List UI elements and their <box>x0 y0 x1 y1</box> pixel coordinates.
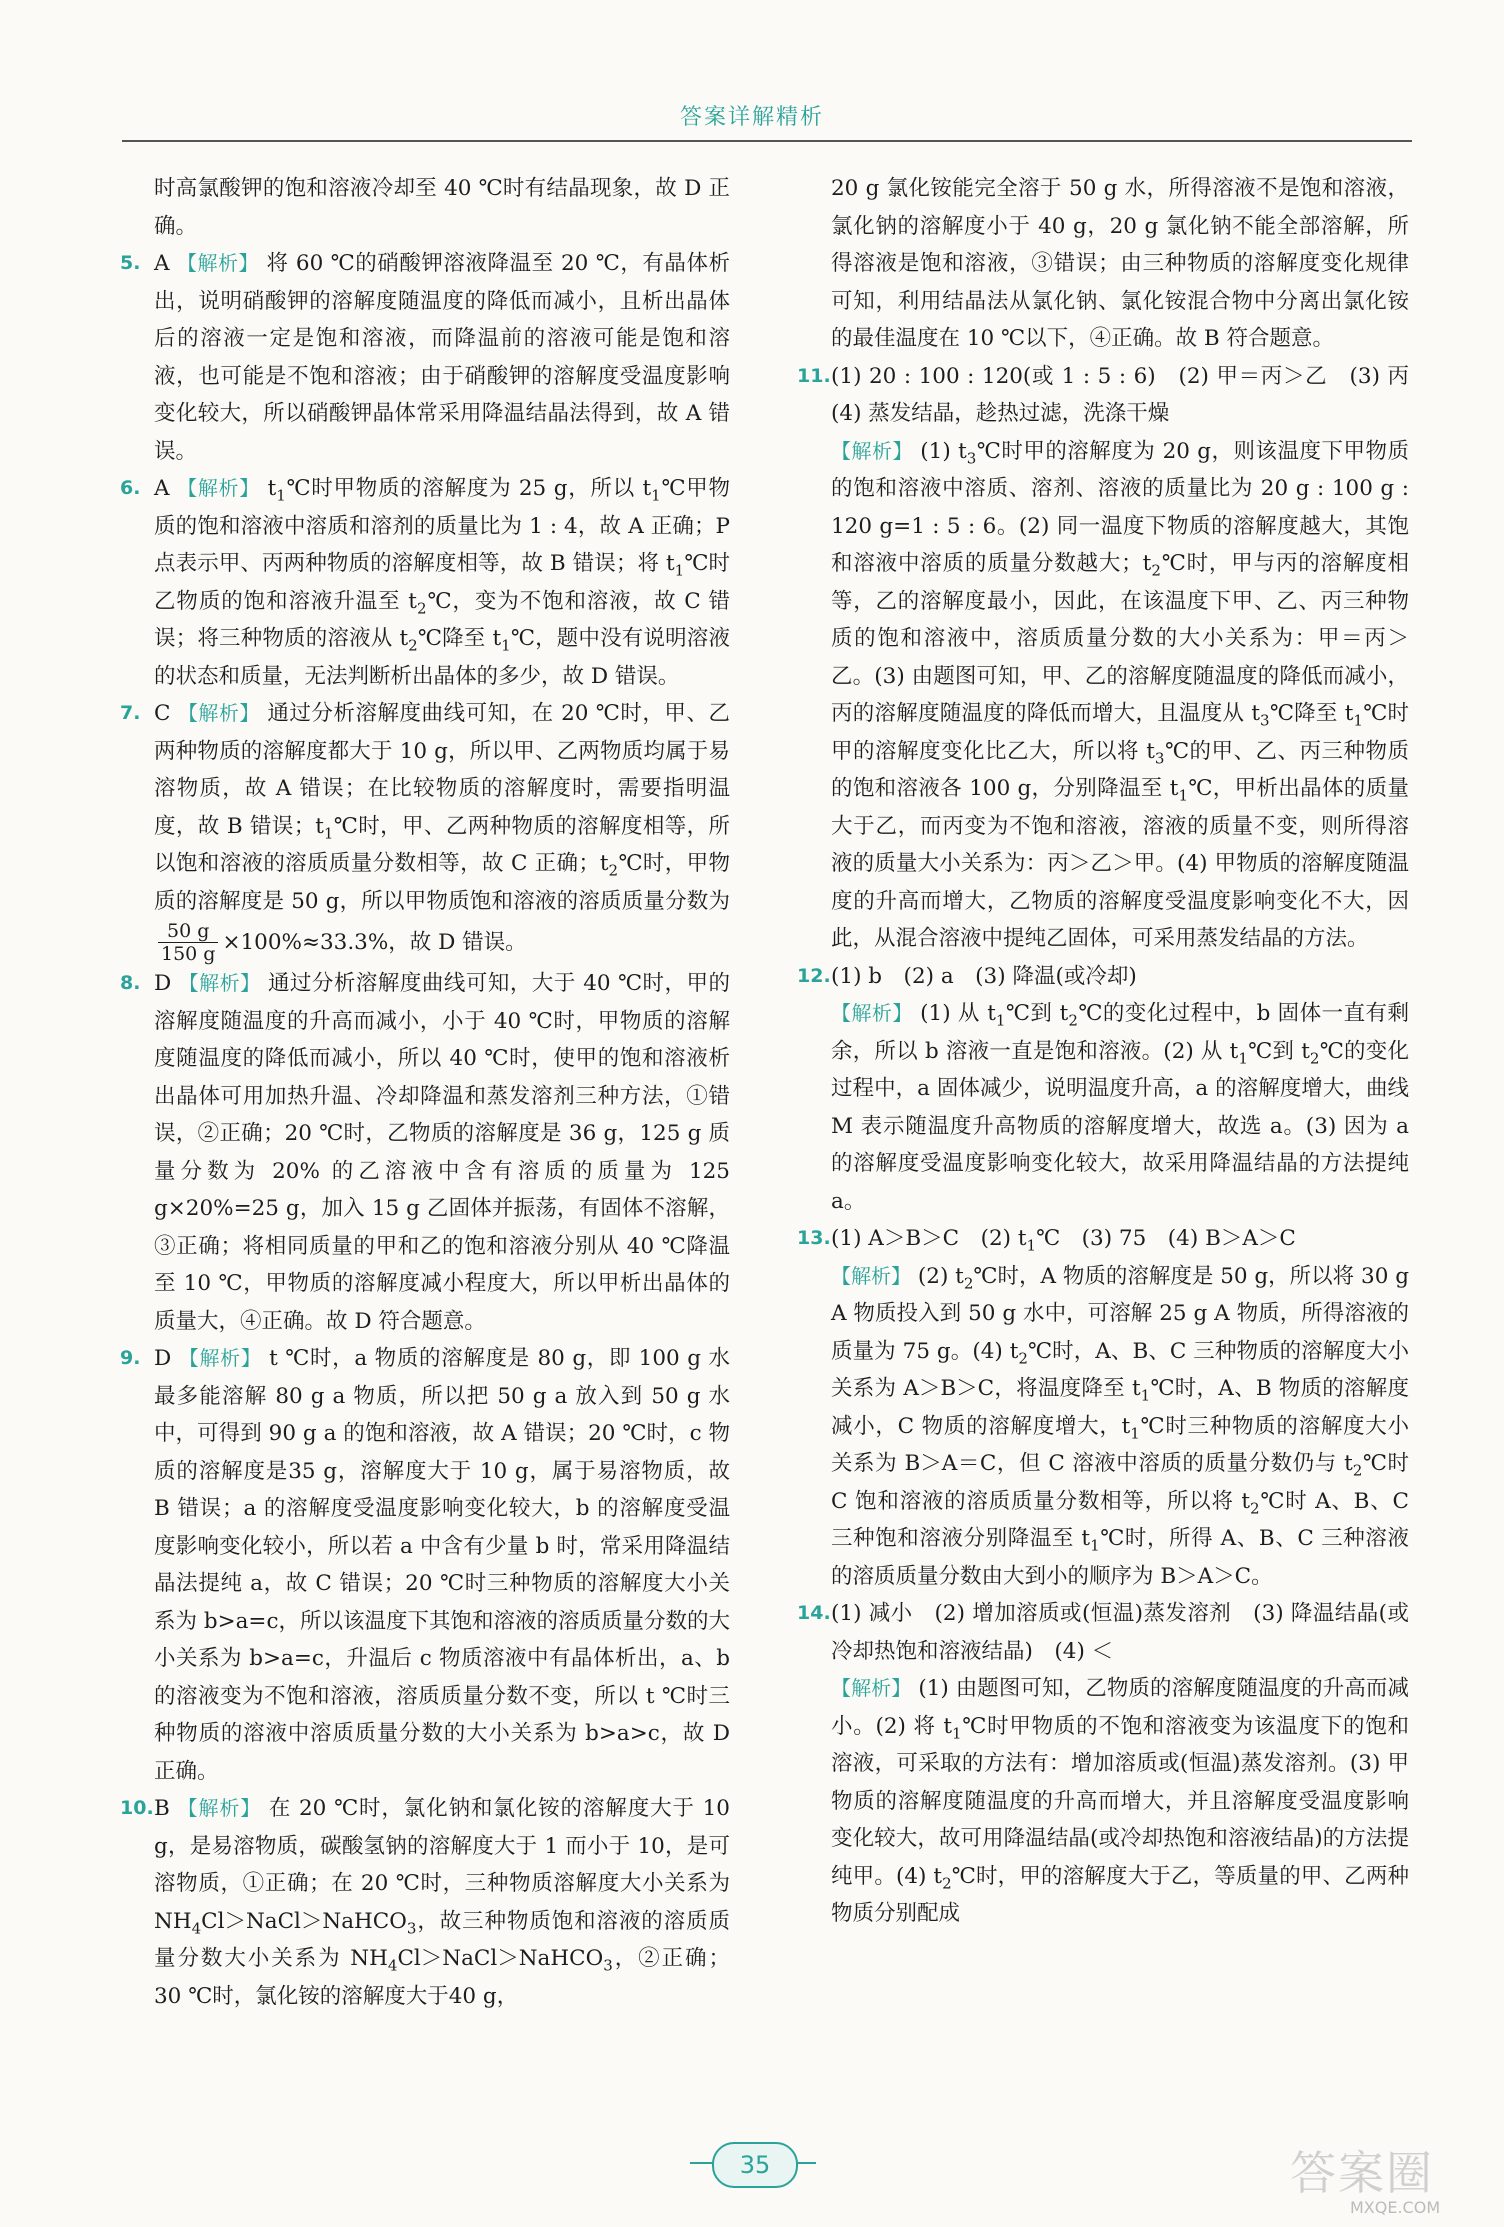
answer-item-14 <box>797 1595 1409 1933</box>
analysis-text: (1) 由题图可知，乙物质的溶解度随温度的升高而减小。(2) 将 $t_1℃$时甲物质的不饱和溶液变为该温度下的饱和溶液，可采取的方法有：增加溶质或(恒温)蒸发溶剂。(3) 甲物质的溶解度随温度的升高而增大，并且溶解度受温度影响变化较大，故可用降温结晶(或冷却热饱和溶液结晶)的方法提纯甲。(4) $t_2℃$时，甲的溶解度大于乙，等质量的甲、乙两种物质分别配成 <box>831 1676 1410 1926</box>
answer-text: (1) 20 : 100 : 120(或 1 : 5 : 6) (2) 甲＝丙＞乙 (3) 丙 (4) 蒸发结晶，趁热过滤，洗涤干燥 <box>831 363 1431 426</box>
header-divider <box>122 140 1412 142</box>
analysis-text: 在 20 ℃时，氯化钠和氯化铵的溶解度大于 10 g，是易溶物质，碳酸氢钠的溶解度大于 1 而小于 10，是可溶物质，①正确；在 20 ℃时，三种物质溶解度大小关系为 $NH_4Cl>NaCl>NaHCO_3$，故三种物质饱和溶液的溶质质量分数大小关系为 $NH_4Cl>NaCl>NaHCO_3$，②正确；30 ℃时，氯化铵的溶解度大于40 g， <box>154 1796 730 2009</box>
item-number: 13. <box>797 1227 831 1249</box>
item-number: 5. <box>120 252 141 274</box>
analysis-tag: 【解析】 <box>831 438 913 463</box>
item-number: 11. <box>797 364 831 387</box>
watermark-url: MXQE.COM <box>1350 2198 1441 2217</box>
item-number: 10. <box>120 1797 154 1819</box>
analysis-tag: 【解析】 <box>831 1676 912 1700</box>
left-column <box>120 170 730 2015</box>
watermark-logo-icon: 答案圈 <box>1290 2146 1434 2200</box>
item-number: 8. <box>120 972 141 994</box>
watermark <box>1290 2146 1490 2220</box>
answer-text: (1) A＞B＞C (2) $t_1℃$ (3) 75 (4) B＞A＞C <box>831 1226 1296 1255</box>
analysis-tag: 【解析】 <box>177 476 260 500</box>
answer-letter: C <box>154 701 171 726</box>
analysis-tag: 【解析】 <box>178 1346 262 1370</box>
item-number: 6. <box>120 477 141 499</box>
answer-item-13 <box>797 1220 1409 1595</box>
analysis-tag: 【解析】 <box>831 1001 913 1025</box>
item-number: 9. <box>120 1347 141 1369</box>
item-number: 12. <box>797 964 831 987</box>
answer-item-7 <box>120 695 730 965</box>
answer-letter: D <box>154 1346 172 1371</box>
answer-letter: A <box>154 251 170 276</box>
answer-item-5 <box>120 245 730 470</box>
answer-item-8 <box>120 965 730 1340</box>
analysis-text: $t_1℃$时甲物质的溶解度为 25 g，所以 $t_1℃$甲物质的饱和溶液中溶质和溶剂的质量比为 1 : 4，故 A 正确；P 点表示甲、丙两种物质的溶解度相等，故 B 错误；将 $t_1℃$时乙物质的饱和溶液升温至 $t_2℃$，变为不饱和溶液，故 C 错误；将三种物质的溶液从 $t_2℃$降至 $t_1℃$，题中没有说明溶液的状态和质量，无法判断析出晶体的多少，故 D 错误。 <box>154 476 730 689</box>
analysis-text: (1) $t_3℃$时甲的溶解度为 20 g，则该温度下甲物质的饱和溶液中溶质、溶剂、溶液的质量比为 20 g : 100 g : 120 g=1 : 5 : 6。(2) 同一温度下物质的溶解度越大，其饱和溶液中溶质的质量分数越大；$t_2℃$时，甲与丙的溶解度相等，乙的溶解度最小，因此，在该温度下甲、乙、丙三种物质的饱和溶液中，溶质质量分数的大小关系为：甲＝丙＞乙。(3) 由题图可知，甲、乙的溶解度随温度的降低而减小，丙的溶解度随温度的降低而增大，且温度从 $t_3℃$降至 $t_1℃$时甲的溶解度变化比乙大，所以将 $t_3℃$的甲、乙、丙三种物质的饱和溶液各 100 g，分别降温至 $t_1℃$，甲析出晶体的质量大于乙，而丙变为不饱和溶液，溶液的质量不变，则所得溶液的质量大小关系为：丙＞乙＞甲。(4) 甲物质的溶解度随温度的升高而增大，乙物质的溶解度受温度影响变化不大，因此，从混合溶液中提纯乙固体，可采用蒸发结晶的方法。 <box>831 438 1409 951</box>
analysis-tag: 【解析】 <box>831 1263 912 1288</box>
continued-text: 20 g 氯化铵能完全溶于 50 g 水，所得溶液不是饱和溶液，氯化钠的溶解度小于 40 g，20 g 氯化钠不能全部溶解，所得溶液是饱和溶液，③错误；由三种物质的溶解度变化规律可知，利用结晶法从氯化钠、氯化铵混合物中分离出氯化铵的最佳温度在 10 ℃以下，④正确。故 B 符合题意。 <box>831 176 1409 351</box>
header-title: 答案详解精析 <box>679 105 824 130</box>
analysis-text: 通过分析溶解度曲线可知，在 20 ℃时，甲、乙两种物质的溶解度都大于 10 g，所以甲、乙两物质均属于易溶物质，故 A 错误；在比较物质的溶解度时，需要指明温度，故 B 错误；$t_1℃$时，甲、乙两种物质的溶解度相等，所以饱和溶液的溶质质量分数相等，故 C 正确；$t_2℃$时，甲物质的溶解度是 50 g，所以甲物质饱和溶液的溶质质量分数为 $\frac{50 g}{150 g}$ ×100%≈33.3%，故 D 错误。 <box>154 701 730 965</box>
answer-item-9 <box>120 1340 730 1790</box>
analysis-tag: 【解析】 <box>178 971 261 995</box>
fraction: $\frac{50 g}{150 g}$ <box>158 920 218 965</box>
analysis-tag: 【解析】 <box>176 251 260 275</box>
analysis-text: (2) $t_2℃$时，A 物质的溶解度是 50 g，所以将 30 g A 物质投入到 50 g 水中，可溶解 25 g A 物质，所得溶液的质量为 75 g。(4) $t_2℃$时，A、B、C 三种物质的溶解度大小关系为 A＞B＞C，将温度降至 $t_1℃$时，A、B 物质的溶解度减小，C 物质的溶解度增大，$t_1℃$时三种物质的溶解度大小关系为 B＞A＝C，但 C 溶液中溶质的质量分数仍与 $t_2℃$时 C 饱和溶液的溶质质量分数相等，所以将 $t_2℃$时 A、B、C 三种饱和溶液分别降温至 $t_1℃$时，所得 A、B、C 三种溶液的溶质质量分数由大到小的顺序为 B＞A＞C。 <box>831 1263 1410 1589</box>
page-number: 35 <box>712 2142 798 2188</box>
answer-text: (1) b (2) a (3) 降温(或冷却) <box>831 963 1137 989</box>
analysis-text: 通过分析溶解度曲线可知，大于 40 ℃时，甲的溶解度随温度的升高而减小，小于 40 ℃时，甲物质的溶解度随温度的降低而减小，所以 40 ℃时，使甲的饱和溶液析出晶体可用加热升温、冷却降温和蒸发溶剂三种方法，①错误，②正确；20 ℃时，乙物质的溶解度是 36 g，125 g 质量分数为 20% 的乙溶液中含有溶质的质量为 125 g×20%=25 g，加入 15 g 乙固体并振荡，有固体不溶解，③正确；将相同质量的甲和乙的饱和溶液分别从 40 ℃降温至 10 ℃，甲物质的溶解度减小程度大，所以甲析出晶体的质量大，④正确。故 D 符合题意。 <box>154 971 730 1334</box>
answer-item-12 <box>797 958 1409 1221</box>
answer-letter: D <box>154 971 172 996</box>
right-column <box>797 170 1431 1933</box>
answer-text: (1) 减小 (2) 增加溶质或(恒温)蒸发溶剂 (3) 降温结晶(或冷却热饱和溶液结晶) (4) ＜ <box>831 1601 1409 1664</box>
analysis-text: 将 60 ℃的硝酸钾溶液降温至 20 ℃，有晶体析出，说明硝酸钾的溶解度随温度的降低而减小，且析出晶体后的溶液一定是饱和溶液，而降温前的溶液可能是饱和溶液，也可能是不饱和溶液；由于硝酸钾的溶解度受温度影响变化较大，所以硝酸钾晶体常采用降温结晶法得到，故 A 错误。 <box>154 251 730 464</box>
answer-letter: B <box>154 1796 170 1821</box>
item-number: 14. <box>797 1602 831 1624</box>
analysis-text: t ℃时，a 物质的溶解度是 80 g，即 100 g 水最多能溶解 80 g a 物质，所以把 50 g a 放入到 50 g 水中，可得到 90 g a 的饱和溶液，故 A 错误；20 ℃时，c 物质的溶解度是35 g，溶解度大于 10 g，属于易溶物质，故 B 错误；a 的溶解度受温度影响变化较大，b 的溶解度受温度影响变化较小，所以若 a 中含有少量 b 时，常采用降温结晶法提纯 a，故 C 错误；20 ℃时三种物质的溶解度大小关系为 b>a=c，所以该温度下其饱和溶液的溶质质量分数的大小关系为 b>a=c，升温后 c 物质溶液中有晶体析出，a、b 的溶液变为不饱和溶液，溶质质量分数不变，所以 t ℃时三种物质的溶液中溶质质量分数的大小关系为 b>a>c，故 D 正确。 <box>154 1346 731 1784</box>
analysis-tag: 【解析】 <box>177 1796 262 1820</box>
item-number: 7. <box>120 702 141 724</box>
continued-text: 时高氯酸钾的饱和溶液冷却至 40 ℃时有结晶现象，故 D 正确。 <box>154 176 730 239</box>
answer-item-11 <box>797 358 1431 958</box>
page-header <box>0 0 1504 150</box>
answer-item-10 <box>120 1790 730 2015</box>
analysis-tag: 【解析】 <box>177 701 260 725</box>
analysis-text: (1) 从 $t_1℃$到 $t_2℃$的变化过程中，b 固体一直有剩余，所以 b 溶液一直是饱和溶液。(2) 从 $t_1℃$到 $t_2℃$的变化过程中，a 固体减少，说明温度升高，a 的溶解度增大，曲线 M 表示随温度升高物质的溶解度增大，故选 a。(3) 因为 a 的溶解度受温度影响变化较大，故采用降温结晶的方法提纯 a。 <box>831 1001 1410 1214</box>
answer-item-6 <box>120 470 730 695</box>
answer-letter: A <box>154 476 170 501</box>
